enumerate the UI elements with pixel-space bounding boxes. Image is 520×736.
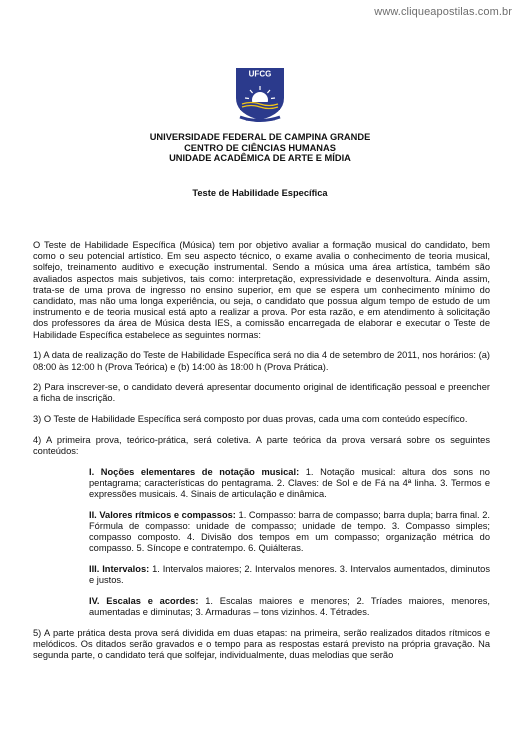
- document-title: Teste de Habilidade Específica: [192, 188, 328, 198]
- topic-2: [89, 510, 490, 555]
- topic-1: [89, 467, 490, 501]
- rule-5: 5) A parte prática desta prova será dividida em duas etapas: na primeira, serão realizados ditados rítmicos e melódicos. Os ditados serão gravados e o tempo para as respostas estará previsto na própria gravação. Na segunda parte, o candidato terá que solfejar, individualmente, duas melodias que serão: [33, 627, 490, 661]
- topic-text: 1. Intervalos maiores; 2. Intervalos menores. 3. Intervalos aumentados, diminutos e justos.: [89, 564, 490, 586]
- topic-text: 1. Notação musical: altura dos sons no pentagrama; características do pentagrama. 2. Claves: de Sol e de Fá na 4ª linha. 3. Termos e expressões musicais. 4. Sinais de articulação e dinâmica.: [89, 466, 490, 500]
- rule-3: 3) O Teste de Habilidade Específica será composto por duas provas, cada uma com conteúdo específico.: [33, 414, 468, 425]
- document-body: [33, 240, 490, 671]
- site-url[interactable]: www.cliqueapostilas.com.br: [374, 6, 512, 18]
- rule-2: 2) Para inscrever-se, o candidato deverá apresentar documento original de identificação pessoal e preencher a ficha de inscrição.: [33, 382, 490, 404]
- logo-seal-text: SCIENTIA ET LABOR: [245, 118, 275, 122]
- topic-title: III. Intervalos:: [89, 564, 150, 575]
- institution-heading: [0, 132, 520, 164]
- logo-acronym: UFCG: [248, 69, 272, 79]
- topic-title: I. Noções elementares de notação musical:: [89, 466, 300, 477]
- topic-text: 1. Escalas maiores e menores; 2. Tríades maiores, menores, aumentadas e diminutas; 3. Armaduras – tons vizinhos. 4. Tétrades.: [89, 596, 490, 618]
- rule-1: 1) A data de realização do Teste de Habilidade Específica será no dia 4 de setembro de 2011, nos horários: (a) 08:00 às 12:00 h (Prova Teórica) e (b) 14:00 às 18:00 h (Prova Prática).: [33, 350, 490, 372]
- ufcg-logo: [234, 68, 286, 124]
- unit-name: UNIDADE ACADÊMICA DE ARTE E MÍDIA: [169, 153, 351, 163]
- topic-4: [89, 596, 490, 618]
- center-name: CENTRO DE CIÊNCIAS HUMANAS: [184, 142, 336, 153]
- university-name: UNIVERSIDADE FEDERAL DE CAMPINA GRANDE: [149, 132, 371, 142]
- topic-text: 1. Compasso: barra de compasso; barra dupla; barra final. 2. Fórmula de compasso: unidade de compasso; unidade de tempo. 3. Compasso simples; compasso composto. 4. Divisão dos tempos em um compasso; organização métrica do compasso. 5. Síncope e contratempo. 6. Quiálteras.: [89, 509, 491, 554]
- intro-paragraph: O Teste de Habilidade Específica (Música) tem por objetivo avaliar a formação musical do candidato, bem como o seu potencial artístico. Em seu aspecto técnico, o exame avalia o conhecimento de teoria musical, solfejo, treinamento auditivo e execução instrumental. Sendo a música uma área artística, também são avaliados aspectos mais subjetivos, tais como: interpretação, expressividade e desenvoltura. Ainda assim, trata-se de uma prova de ingresso no ensino superior, em que se espera um conhecimento mínimo do candidato, mas não uma longa experiência, ou seja, o candidato que possua algum tempo de estudo de um instrumento e de teoria musical está apto a realizar a prova. Por esta razão, e em atendimento à solicitação dos professores da área de Música desta IES, a comissão encarregada de elaborar e executar o Teste de Habilidade Específica estabelece as seguintes normas:: [33, 240, 490, 340]
- topic-title: IV. Escalas e acordes:: [89, 596, 199, 607]
- topic-title: II. Valores rítmicos e compassos:: [89, 509, 236, 520]
- rule-4: 4) A primeira prova, teórico-prática, será coletiva. A parte teórica da prova versará sobre os seguintes conteúdos:: [33, 434, 490, 457]
- topic-3: [89, 564, 490, 586]
